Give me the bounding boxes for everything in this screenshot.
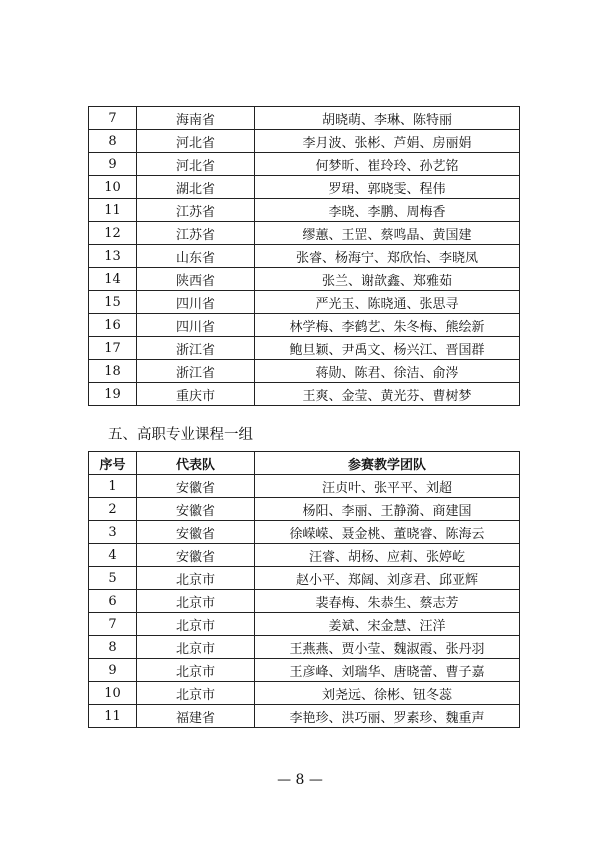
header-index: 序号 [89, 452, 137, 475]
row-team: 北京市 [137, 659, 255, 682]
row-index: 5 [89, 567, 137, 590]
row-index: 7 [89, 613, 137, 636]
row-members: 刘尧远、徐彬、钮冬蕊 [255, 682, 520, 705]
row-members: 杨阳、李丽、王静漪、商建国 [255, 498, 520, 521]
row-team: 北京市 [137, 636, 255, 659]
row-team: 北京市 [137, 590, 255, 613]
award-table-vocational-group1 [88, 451, 520, 728]
row-team: 北京市 [137, 613, 255, 636]
table-row [89, 291, 520, 314]
row-members: 李月波、张彬、芦娟、房丽娟 [255, 130, 520, 153]
page-number: — 8 — [277, 772, 323, 788]
row-members: 严光玉、陈晓通、张思寻 [255, 291, 520, 314]
row-members: 王彦峰、刘瑞华、唐晓蕾、曹子嘉 [255, 659, 520, 682]
row-members: 汪贞叶、张平平、刘超 [255, 475, 520, 498]
row-team: 山东省 [137, 245, 255, 268]
row-team: 浙江省 [137, 337, 255, 360]
row-team: 浙江省 [137, 360, 255, 383]
row-team: 四川省 [137, 314, 255, 337]
row-members: 胡晓萌、李琳、陈特丽 [255, 107, 520, 130]
row-index: 10 [89, 682, 137, 705]
row-team: 湖北省 [137, 176, 255, 199]
table-row [89, 199, 520, 222]
row-index: 6 [89, 590, 137, 613]
table-row [89, 153, 520, 176]
row-index: 12 [89, 222, 137, 245]
row-team: 陕西省 [137, 268, 255, 291]
table-row [89, 659, 520, 682]
row-members: 王爽、金莹、黄光芬、曹树梦 [255, 383, 520, 406]
table-row [89, 176, 520, 199]
row-index: 8 [89, 130, 137, 153]
row-members: 罗珺、郭晓雯、程伟 [255, 176, 520, 199]
row-index: 13 [89, 245, 137, 268]
row-index: 17 [89, 337, 137, 360]
row-members: 蒋勋、陈君、徐洁、俞涔 [255, 360, 520, 383]
row-index: 16 [89, 314, 137, 337]
row-team: 江苏省 [137, 199, 255, 222]
row-team: 重庆市 [137, 383, 255, 406]
row-index: 10 [89, 176, 137, 199]
row-members: 赵小平、郑阔、刘彦君、邱亚辉 [255, 567, 520, 590]
row-team: 河北省 [137, 153, 255, 176]
award-table-continued-body [89, 107, 520, 406]
table-row [89, 130, 520, 153]
row-index: 18 [89, 360, 137, 383]
row-index: 7 [89, 107, 137, 130]
table-row [89, 705, 520, 728]
table-row [89, 590, 520, 613]
table-row [89, 314, 520, 337]
row-team: 海南省 [137, 107, 255, 130]
row-index: 11 [89, 199, 137, 222]
row-team: 北京市 [137, 682, 255, 705]
row-members: 汪睿、胡杨、应莉、张婷屹 [255, 544, 520, 567]
row-team: 四川省 [137, 291, 255, 314]
table-row [89, 613, 520, 636]
row-team: 安徽省 [137, 544, 255, 567]
row-index: 9 [89, 659, 137, 682]
table-row [89, 682, 520, 705]
table-row [89, 107, 520, 130]
table-row [89, 521, 520, 544]
row-members: 姜斌、宋金慧、汪洋 [255, 613, 520, 636]
row-index: 8 [89, 636, 137, 659]
row-members: 鲍旦颖、尹禹文、杨兴江、晋国群 [255, 337, 520, 360]
table-row [89, 337, 520, 360]
row-members: 何梦昕、崔玲玲、孙艺铭 [255, 153, 520, 176]
table-row [89, 222, 520, 245]
row-team: 安徽省 [137, 521, 255, 544]
row-team: 江苏省 [137, 222, 255, 245]
row-index: 1 [89, 475, 137, 498]
table-row [89, 475, 520, 498]
row-members: 徐嵘嵘、聂金桃、董晓睿、陈海云 [255, 521, 520, 544]
row-index: 2 [89, 498, 137, 521]
row-team: 安徽省 [137, 498, 255, 521]
row-index: 3 [89, 521, 137, 544]
row-team: 河北省 [137, 130, 255, 153]
table-row [89, 383, 520, 406]
table-row [89, 268, 520, 291]
row-team: 北京市 [137, 567, 255, 590]
row-team: 福建省 [137, 705, 255, 728]
row-index: 11 [89, 705, 137, 728]
table-row [89, 636, 520, 659]
row-members: 李艳珍、洪巧丽、罗素珍、魏重声 [255, 705, 520, 728]
section-heading: 五、高职专业课程一组 [108, 427, 253, 443]
row-members: 李晓、李鹏、周梅香 [255, 199, 520, 222]
award-table-vocational-group1-body [89, 475, 520, 728]
row-members: 王燕燕、贾小莹、魏淑霞、张丹羽 [255, 636, 520, 659]
row-index: 4 [89, 544, 137, 567]
award-table-continued [88, 106, 520, 406]
table-row [89, 245, 520, 268]
table-row [89, 544, 520, 567]
row-index: 15 [89, 291, 137, 314]
table-row [89, 498, 520, 521]
header-members: 参赛教学团队 [255, 452, 520, 475]
row-team: 安徽省 [137, 475, 255, 498]
table-row [89, 360, 520, 383]
row-members: 张睿、杨海宁、郑欣怡、李晓凤 [255, 245, 520, 268]
row-index: 9 [89, 153, 137, 176]
row-members: 裴春梅、朱恭生、蔡志芳 [255, 590, 520, 613]
row-index: 14 [89, 268, 137, 291]
table-row [89, 567, 520, 590]
row-members: 张兰、谢歆鑫、郑雅茹 [255, 268, 520, 291]
row-members: 林学梅、李鹤艺、朱冬梅、熊绘新 [255, 314, 520, 337]
row-members: 缪蕙、王罡、蔡鸣晶、黄国建 [255, 222, 520, 245]
row-index: 19 [89, 383, 137, 406]
header-team: 代表队 [137, 452, 255, 475]
table-header-row [89, 452, 520, 475]
